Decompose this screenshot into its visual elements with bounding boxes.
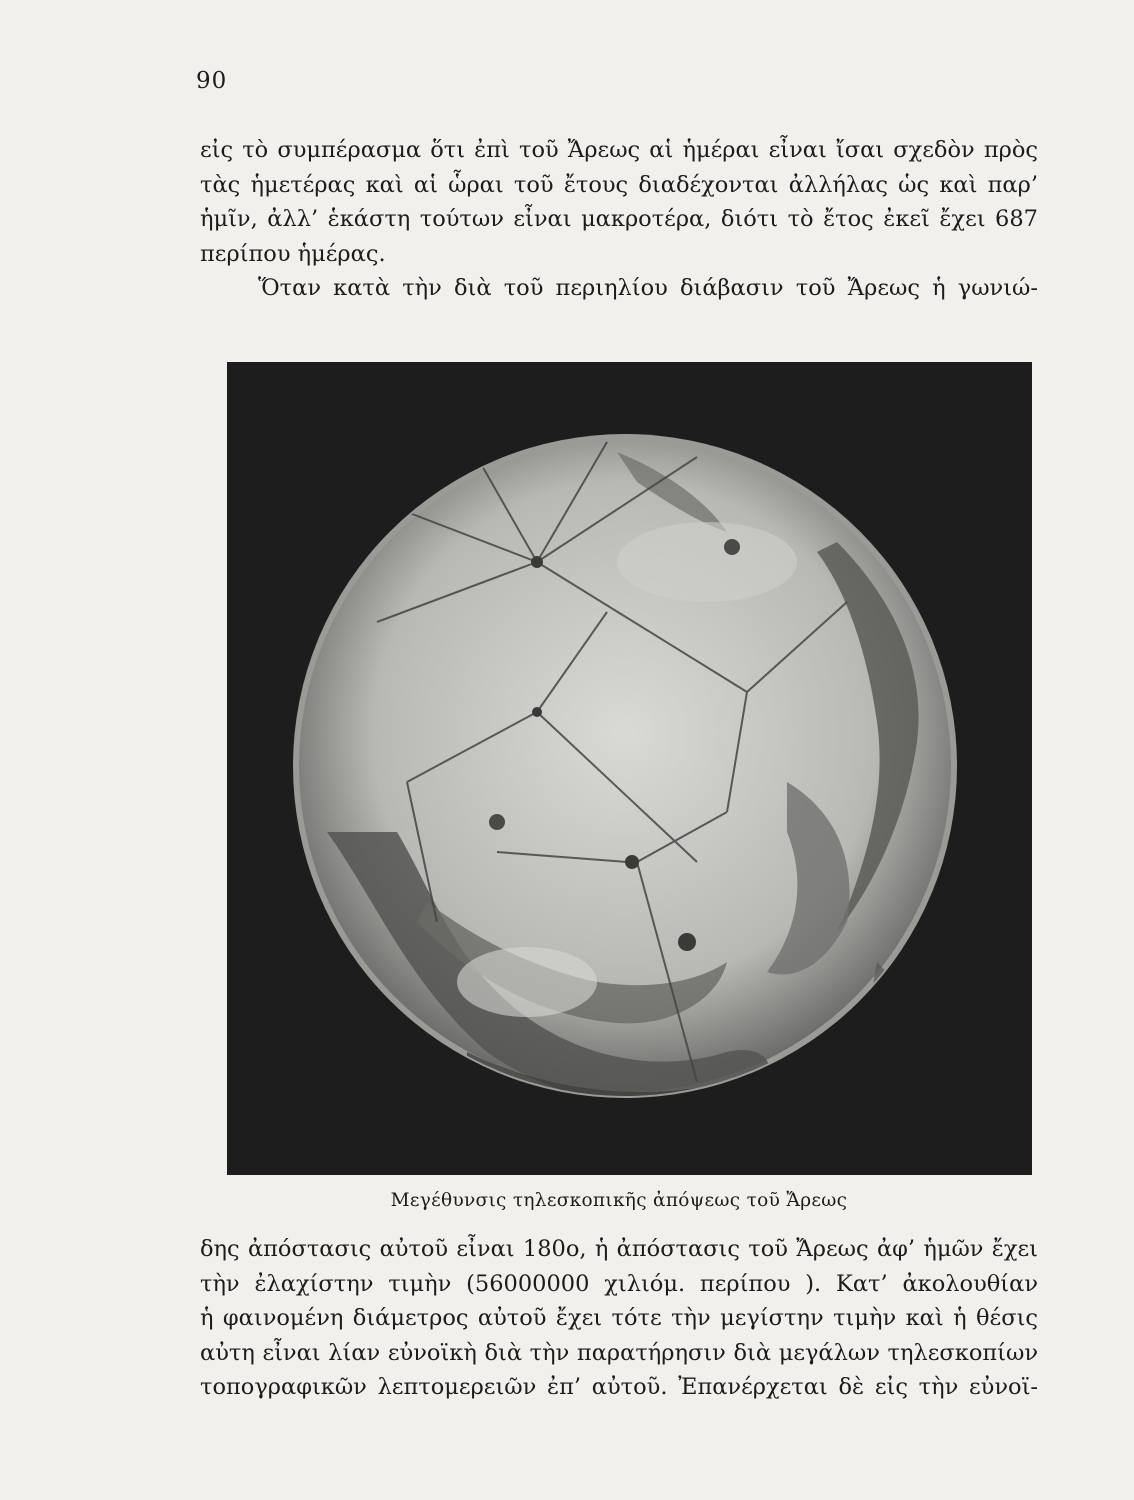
text-line: τοπογραφικῶν λεπτομερειῶν ἐπ’ αὐτοῦ. Ἐπανέρχεται δὲ εἰς τὴν εὐνοϊ- [200, 1374, 1038, 1400]
paragraph-start-line: Ὅταν κατὰ τὴν διὰ τοῦ περιηλίου διάβασιν τοῦ Ἄρεως ἡ γωνιώ- [258, 275, 1038, 301]
top-paragraph [200, 133, 1038, 306]
text-line: τὴν ἐλαχίστην τιμὴν (56000000 χιλιόμ. περίπου ). Κατ’ ἀκολουθίαν [200, 1270, 1038, 1297]
text-line: ἡμῖν, ἀλλ’ ἑκάστη τούτων εἶναι μακροτέρα, διότι τὸ ἔτος ἐκεῖ ἔχει 687 [200, 206, 1038, 232]
text-line: περίπου ἡμέρας. [200, 240, 386, 267]
text-line: εἰς τὸ συμπέρασμα ὅτι ἐπὶ τοῦ Ἄρεως αἱ ἡμέραι εἶναι ἴσαι σχεδὸν πρὸς [200, 137, 1038, 163]
mars-disc-illustration [227, 362, 1032, 1175]
figure-caption: Μεγέθυνσις τηλεσκοπικῆς ἀπόψεως τοῦ Ἄρεως [390, 1190, 848, 1211]
mars-telescope-image [227, 362, 1032, 1175]
bottom-paragraph [200, 1232, 1038, 1405]
text-line: αὐτη εἶναι λίαν εὐνοϊκὴ διὰ τὴν παρατήρησιν διὰ μεγάλων τηλεσκοπίων [200, 1339, 1038, 1366]
page-number: 90 [196, 68, 228, 94]
text-line: δης ἀπόστασις αὐτοῦ εἶναι 180ο, ἡ ἀπόστασις τοῦ Ἄρεως ἀφ’ ἡμῶν ἔχει [200, 1236, 1038, 1262]
text-line: ἡ φαινομένη διάμετρος αὐτοῦ ἔχει τότε τὴν μεγίστην τιμὴν καὶ ἡ θέσις [200, 1305, 1038, 1331]
text-line: τὰς ἡμετέρας καὶ αἱ ὧραι τοῦ ἔτους διαδέχονται ἀλλήλας ὡς καὶ παρ’ [200, 171, 1038, 198]
